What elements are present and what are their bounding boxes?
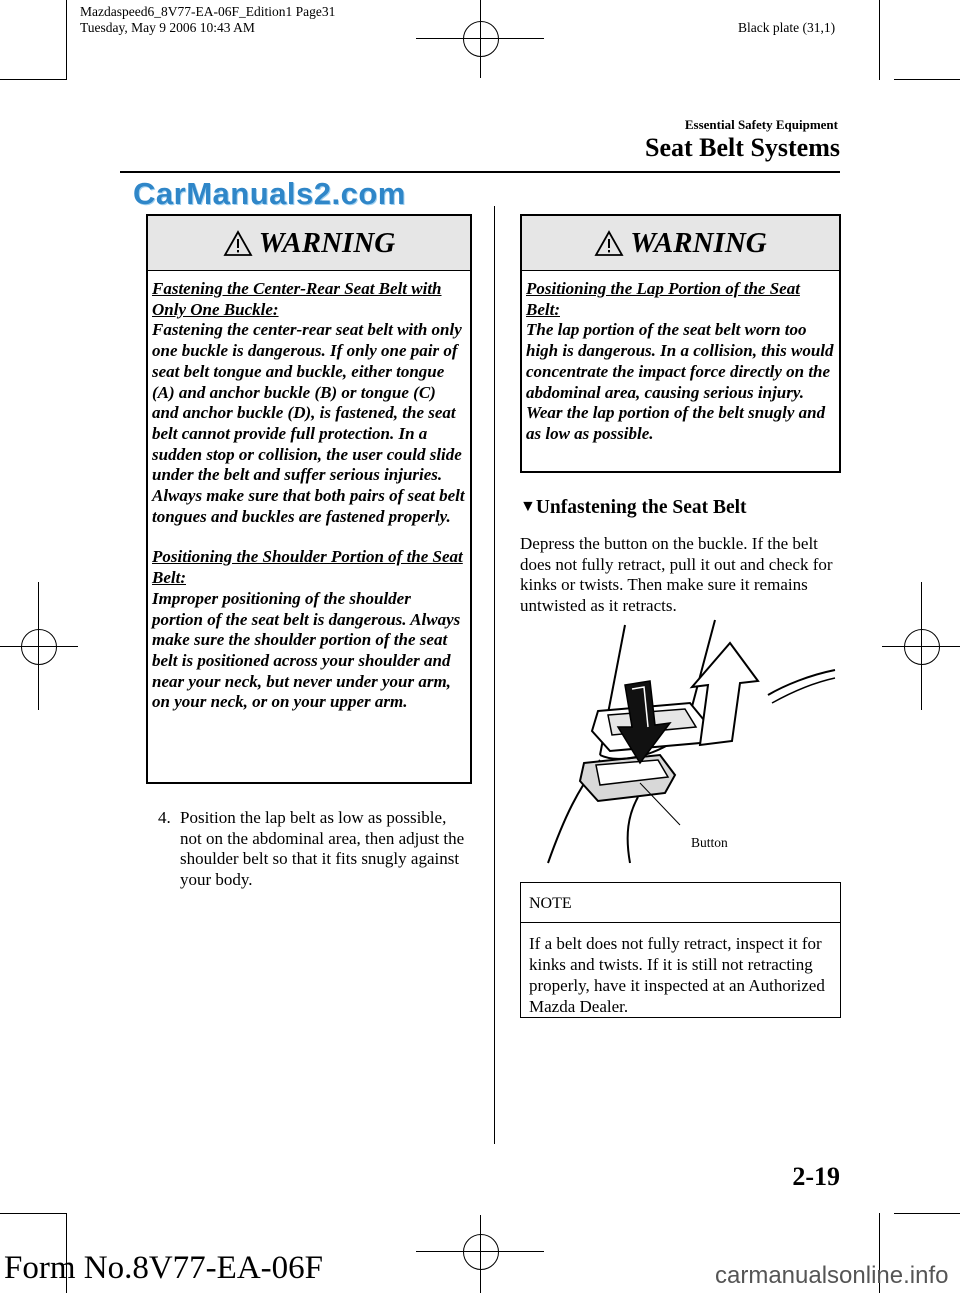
section-label: Essential Safety Equipment (684, 117, 838, 132)
print-meta-line2: Tuesday, May 9 2006 10:43 AM (80, 20, 255, 35)
warning-triangle-icon (223, 230, 253, 257)
step-item (158, 808, 468, 891)
section-heading-text: Unfastening the Seat Belt (535, 497, 747, 518)
warning-title: WARNING (258, 226, 396, 259)
footer-site: carmanualsonline.info (715, 1262, 949, 1289)
form-number: Form No.8V77-EA-06F (4, 1250, 323, 1286)
plate-label: Black plate (31,1) (738, 20, 836, 35)
warning-text: Fastening the center-rear seat belt with only one buckle is dangerous. If only one pair of seat belt tongue and buckle, either tongue (A) and anchor buckle (B) or tongue (C) and anchor buckle (D), is fastened, the seat belt cannot provide full protection. In a sudden stop or collision, the user could slide under the belt and suffer serious injuries. Always make sure that both pairs of seat belt tongues and buckles are fastened properly. (152, 320, 465, 526)
warning-box-right (520, 214, 841, 473)
illustration-callout: Button (691, 835, 728, 850)
warning-title: WARNING (630, 226, 767, 259)
section-heading (520, 497, 747, 519)
warning-body (148, 271, 470, 723)
print-meta-line1: Mazdaspeed6_8V77-EA-06F_Edition1 Page31 (80, 4, 336, 19)
warning-text: Improper positioning of the shoulder portion of the seat belt is dangerous. Always make sure the shoulder portion of the seat belt is positioned across your shoulder and near your neck, but never under your arm, on your neck, or on your upper arm. (152, 588, 461, 712)
seat-belt-buckle-illustration (540, 615, 840, 870)
print-meta (80, 4, 335, 36)
note-box (520, 882, 841, 1018)
warning-heading: Fastening the Center-Rear Seat Belt with Only One Buckle: (152, 279, 442, 319)
step-text: Position the lap belt as low as possible, not on the abdominal area, then adjust the shoulder belt so that it fits snugly against your body. (180, 808, 465, 890)
body-paragraph: Depress the button on the buckle. If the belt does not fully retract, pull it out and check for kinks or twists. Then make sure it remains untwisted as it retracts. (520, 534, 833, 616)
warning-heading: Positioning the Lap Portion of the Seat Belt: (526, 279, 800, 319)
warning-header (522, 216, 839, 271)
page-number: 2-19 (792, 1162, 840, 1191)
step-number: 4. (158, 808, 171, 827)
note-text: If a belt does not fully retract, inspect it for kinks and twists. If it is still not retracting properly, have it inspected at an Authorized Mazda Dealer. (529, 934, 825, 1016)
watermark-logo: CarManuals2.com (133, 176, 406, 211)
warning-text: The lap portion of the seat belt worn too high is dangerous. In a collision, this would concentrate the impact force directly on the abdominal area, causing serious injury. Wear the lap portion of the belt snugly and as low as possible. (526, 320, 834, 443)
warning-heading: Positioning the Shoulder Portion of the Seat Belt: (152, 547, 463, 588)
column-divider (494, 206, 495, 1144)
warning-body (522, 271, 839, 455)
warning-triangle-icon (594, 230, 624, 257)
triangle-marker-icon: ▼ (520, 498, 536, 515)
warning-header (148, 216, 470, 271)
page-title: Seat Belt Systems (645, 133, 840, 162)
warning-box-left (146, 214, 472, 784)
note-label: NOTE (521, 883, 840, 923)
header-rule (120, 171, 840, 173)
